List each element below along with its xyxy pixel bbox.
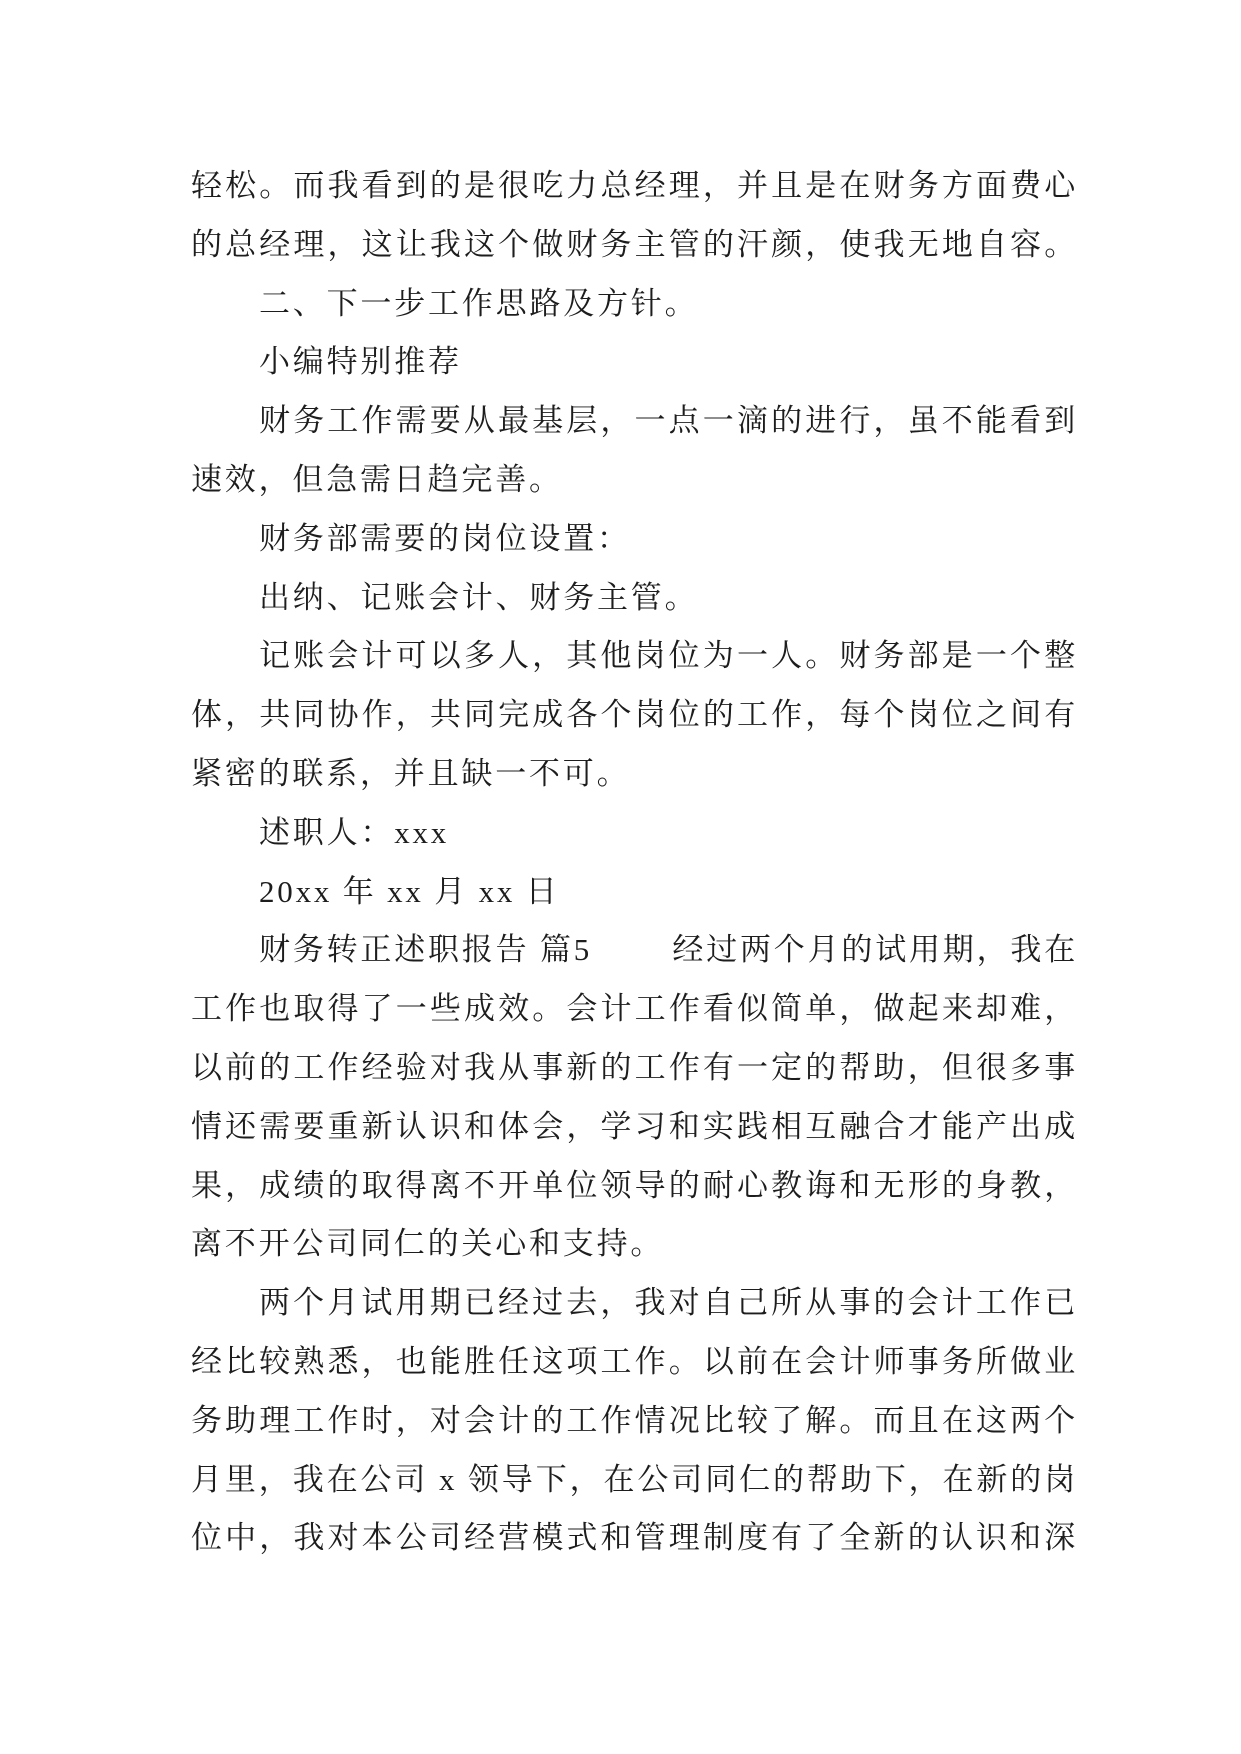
paragraph-line: 情还需要重新认识和体会，学习和实践相互融合才能产出成 <box>191 1108 1078 1144</box>
document-body <box>191 157 1078 1568</box>
paragraph <box>191 392 1078 510</box>
paragraph <box>191 333 1078 392</box>
paragraph-line-text: 经过两个月的试用期，我在 <box>672 932 1078 968</box>
paragraph <box>191 921 1078 1274</box>
paragraph-line: 离不开公司同仁的关心和支持。 <box>191 1226 665 1262</box>
section-title <box>191 275 1078 334</box>
date-line <box>191 863 1078 922</box>
paragraph <box>191 627 1078 803</box>
paragraph-line: 记账会计可以多人，其他岗位为一人。财务部是一个整 <box>259 638 1078 674</box>
paragraph-line: 速效，但急需日趋完善。 <box>191 461 563 497</box>
paragraph-line: 果，成绩的取得离不开单位领导的耐心教诲和无形的身教， <box>191 1167 1078 1203</box>
paragraph-line: 轻松。而我看到的是很吃力总经理，并且是在财务方面费心 <box>191 168 1078 203</box>
paragraph-line: 财务工作需要从最基层，一点一滴的进行，虽不能看到 <box>259 403 1078 439</box>
paragraph-line: 的总经理，这让我这个做财务主管的汗颜，使我无地自容。 <box>191 226 1078 262</box>
paragraph-line: 体，共同协作，共同完成各个岗位的工作，每个岗位之间有 <box>191 697 1078 733</box>
paragraph-line: 位中，我对本公司经营模式和管理制度有了全新的认识和深 <box>191 1520 1078 1556</box>
paragraph-line: 20xx 年 xx 月 xx 日 <box>259 873 560 909</box>
paragraph-line: 经比较熟悉，也能胜任这项工作。以前在会计师事务所做业 <box>191 1343 1078 1379</box>
paragraph-line: 两个月试用期已经过去，我对自己所从事的会计工作已 <box>259 1285 1078 1321</box>
paragraph-line: 以前的工作经验对我从事新的工作有一定的帮助，但很多事 <box>191 1049 1078 1085</box>
paragraph <box>191 1274 1078 1568</box>
paragraph-line: 二、下一步工作思路及方针。 <box>259 285 699 321</box>
paragraph <box>191 157 1078 275</box>
paragraph <box>191 569 1078 628</box>
paragraph-line: 工作也取得了一些成效。会计工作看似简单，做起来却难， <box>191 991 1078 1027</box>
paragraph-line: 月里，我在公司 x 领导下，在公司同仁的帮助下，在新的岗 <box>191 1461 1078 1497</box>
paragraph-line: 紧密的联系，并且缺一不可。 <box>191 755 631 791</box>
paragraph-line <box>191 921 1078 980</box>
paragraph-line: 务助理工作时，对会计的工作情况比较了解。而且在这两个 <box>191 1402 1078 1438</box>
paragraph-line: 述职人：xxx <box>259 814 450 850</box>
paragraph-line: 财务部需要的岗位设置： <box>259 520 631 556</box>
paragraph <box>191 510 1078 569</box>
section-heading: 财务转正述职报告 篇5 <box>259 932 593 968</box>
paragraph-line: 小编特别推荐 <box>259 344 462 380</box>
signature-line <box>191 804 1078 863</box>
paragraph-line: 出纳、记账会计、财务主管。 <box>259 579 699 615</box>
